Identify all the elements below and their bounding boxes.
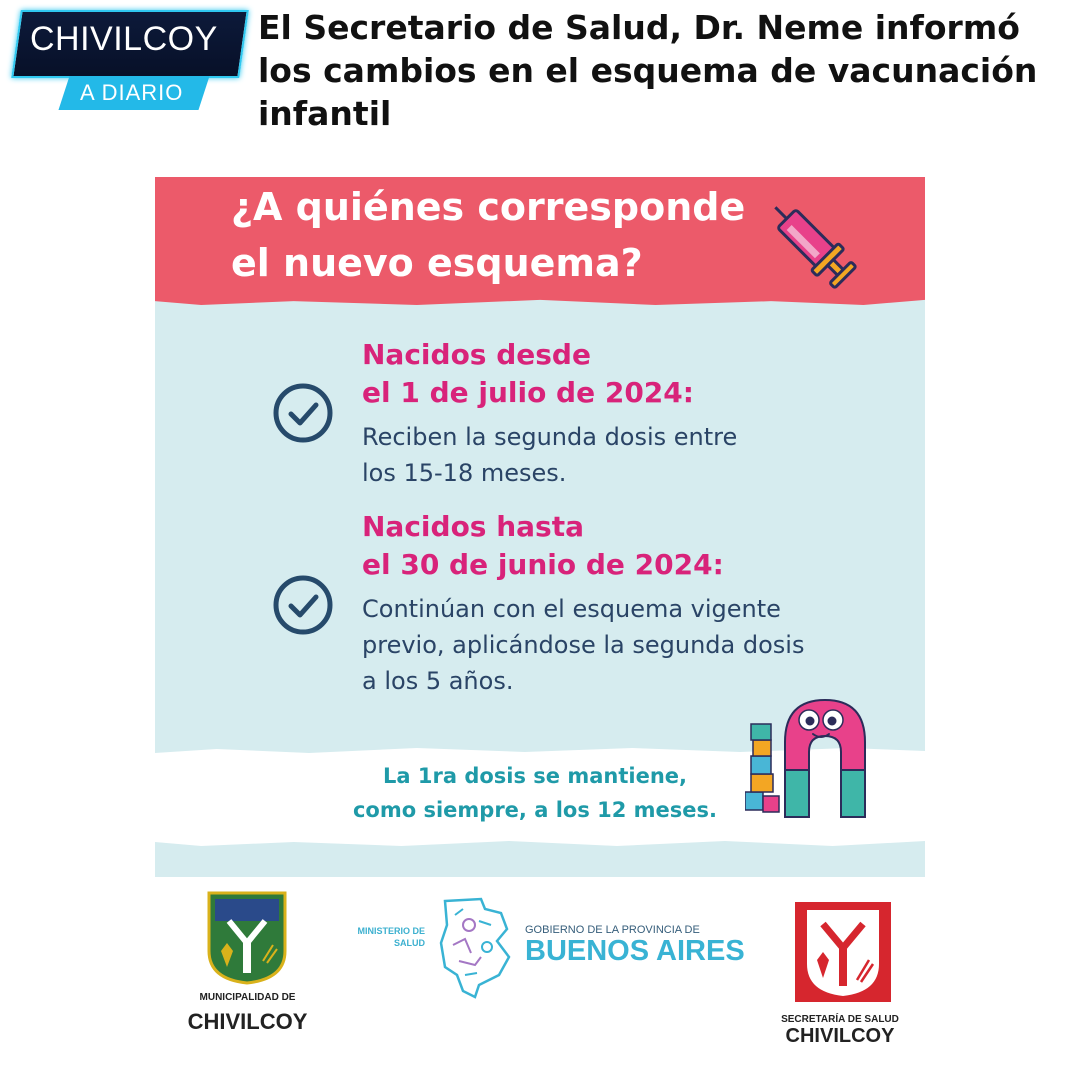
secretariat-label-big: CHIVILCOY bbox=[785, 1025, 895, 1047]
footer-note-line1: La 1ra dosis se mantiene, bbox=[383, 764, 687, 788]
health-secretariat-shield-logo bbox=[795, 902, 891, 1002]
municipal-shield-logo bbox=[207, 891, 287, 985]
health-secretariat-logo bbox=[755, 877, 925, 1052]
group1-title-line1: Nacidos desde bbox=[362, 338, 591, 371]
logo-brand-sub: A DIARIO bbox=[80, 80, 184, 105]
check-circle-icon bbox=[273, 575, 333, 635]
group2-text-line3: a los 5 años. bbox=[362, 667, 514, 695]
poster-title-line2: el nuevo esquema? bbox=[231, 241, 643, 285]
group2-title bbox=[362, 508, 882, 584]
province-name: BUENOS AIRES bbox=[525, 935, 745, 967]
municipality-label-big: CHIVILCOY bbox=[187, 1009, 308, 1034]
group2-text bbox=[362, 591, 862, 699]
poster-title-line1: ¿A quiénes corresponde bbox=[231, 185, 746, 229]
check-circle-icon bbox=[273, 383, 333, 443]
group1-text bbox=[362, 419, 842, 491]
syringe-icon bbox=[755, 187, 865, 297]
mascot-illustration bbox=[745, 692, 925, 832]
article-headline: El Secretario de Salud, Dr. Neme informó los cambios en el esquema de vacunación infantil bbox=[258, 8, 1038, 133]
ministry-label: MINISTERIO DE SALUD bbox=[357, 926, 425, 948]
provincial-government-logo bbox=[345, 877, 745, 1052]
group1-title bbox=[362, 336, 882, 412]
logo-brand-name: CHIVILCOY bbox=[30, 20, 218, 58]
vaccination-infographic bbox=[155, 177, 925, 1052]
group2-title-line1: Nacidos hasta bbox=[362, 510, 584, 543]
poster-title bbox=[231, 179, 791, 291]
group2-title-line2: el 30 de junio de 2024: bbox=[362, 548, 724, 581]
group1-title-line2: el 1 de julio de 2024: bbox=[362, 376, 694, 409]
municipality-label-small: MUNICIPALIDAD DE bbox=[199, 992, 296, 1003]
buenos-aires-map-logo bbox=[435, 895, 515, 1000]
footer-note-line2: como siempre, a los 12 meses. bbox=[352, 798, 718, 822]
government-label: GOBIERNO DE LA PROVINCIA DE bbox=[525, 924, 700, 936]
group2-text-line1: Continúan con el esquema vigente bbox=[362, 595, 781, 623]
group1-text-line2: los 15-18 meses. bbox=[362, 459, 567, 487]
logos-row bbox=[155, 877, 925, 1052]
group2-text-line2: previo, aplicándose la segunda dosis bbox=[362, 631, 805, 659]
site-logo[interactable] bbox=[16, 10, 242, 110]
group1-text-line1: Reciben la segunda dosis entre bbox=[362, 423, 738, 451]
secretariat-label-small: SECRETARÍA DE SALUD bbox=[781, 1014, 899, 1025]
municipality-logo bbox=[155, 877, 340, 1052]
footer-note bbox=[345, 759, 725, 827]
